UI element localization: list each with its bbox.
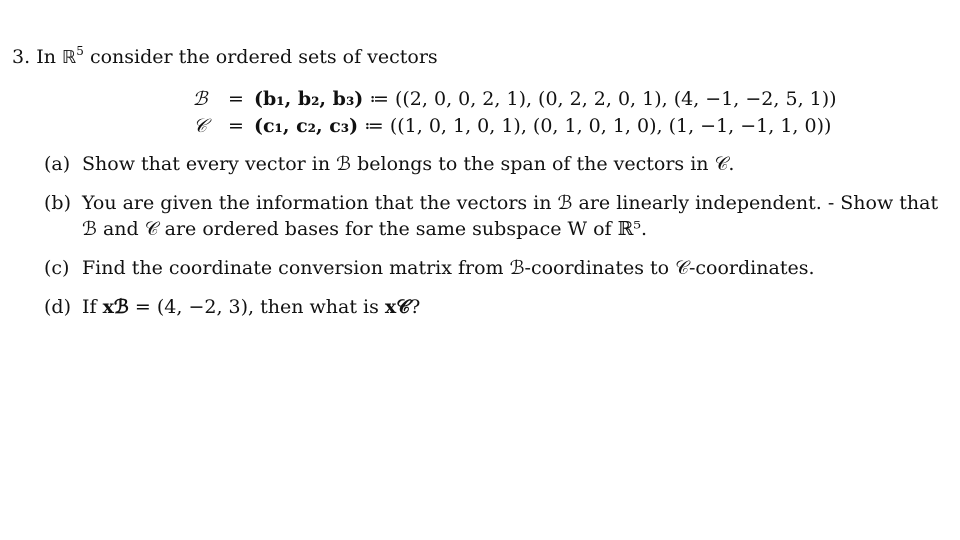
problem-number: 3. xyxy=(12,46,31,68)
relation-c: = xyxy=(228,114,244,137)
part-d-prefix: If xyxy=(82,296,97,318)
problem-parts xyxy=(12,151,942,320)
part-label-d: (d) xyxy=(44,296,71,318)
part-d xyxy=(12,294,942,320)
part-text-c: Find the coordinate conversion matrix from ℬ-coordinates to 𝒞-coordinates. xyxy=(82,257,815,279)
given-coordinate-vector: xℬ xyxy=(102,296,129,318)
part-label-a: (a) xyxy=(44,153,71,175)
set-symbol-c: 𝒞 xyxy=(193,114,207,137)
equation-row-c xyxy=(182,112,837,139)
asked-coordinate-vector: x𝒞 xyxy=(384,296,411,318)
tuple-b: (b₁, b₂, b₃) xyxy=(254,87,364,110)
part-d-suffix: ? xyxy=(410,296,421,318)
relation-b: = xyxy=(228,87,244,110)
part-b xyxy=(12,190,942,242)
intro-prefix: In xyxy=(36,46,56,68)
problem-intro xyxy=(12,44,942,71)
problem-3 xyxy=(12,44,942,333)
part-c xyxy=(12,255,942,281)
vector-set-definitions xyxy=(182,85,837,139)
part-a xyxy=(12,151,942,177)
space-dimension: 5 xyxy=(76,44,84,58)
set-symbol-b: ℬ xyxy=(192,87,208,110)
definition-c: ≔ ((1, 0, 1, 0, 1), (0, 1, 0, 1, 0), (1, −1, −1, 1, 0)) xyxy=(364,114,832,137)
equation-row-b xyxy=(182,85,837,112)
part-text-b: You are given the information that the vectors in ℬ are linearly independent. - Show that ℬ and 𝒞 are ordered bases for the same subspace W of ℝ⁵. xyxy=(82,192,939,240)
space-symbol: ℝ xyxy=(61,47,77,68)
part-text-d xyxy=(82,296,420,318)
equation-rhs-c xyxy=(254,112,837,139)
part-label-b: (b) xyxy=(44,192,71,214)
part-label-c: (c) xyxy=(44,257,70,279)
equation-rhs-b xyxy=(254,85,837,112)
part-text-a: Show that every vector in ℬ belongs to the span of the vectors in 𝒞. xyxy=(82,153,735,175)
intro-suffix: consider the ordered sets of vectors xyxy=(89,46,438,68)
definition-b: ≔ ((2, 0, 0, 2, 1), (0, 2, 2, 0, 1), (4, −1, −2, 5, 1)) xyxy=(369,87,837,110)
tuple-c: (c₁, c₂, c₃) xyxy=(254,114,359,137)
given-coordinate-value: = (4, −2, 3), then what is xyxy=(134,296,379,318)
